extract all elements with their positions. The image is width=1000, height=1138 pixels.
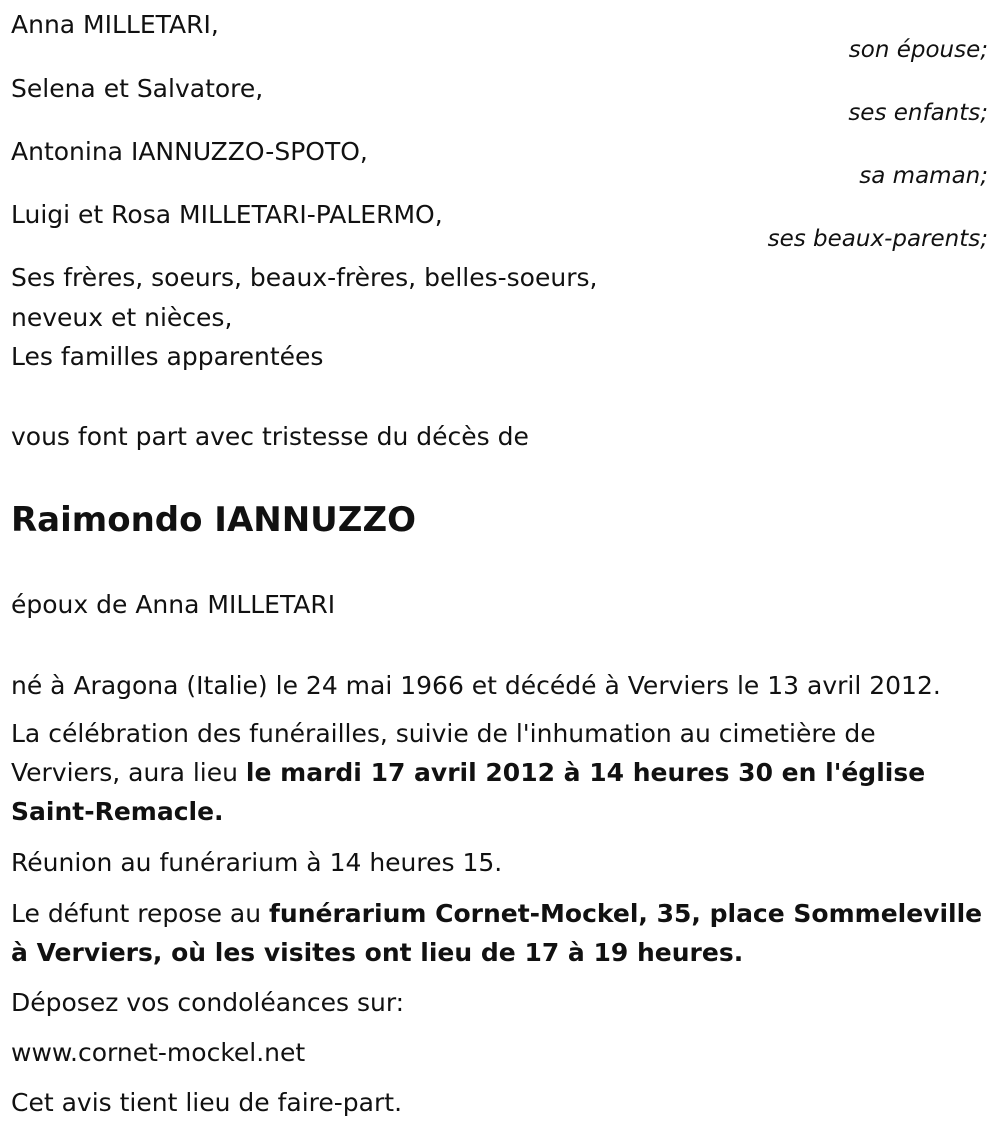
family-role-parents-in-law: ses beaux-parents; bbox=[767, 226, 988, 252]
family-role-children: ses enfants; bbox=[848, 100, 988, 126]
family-name-mother: Antonina IANNUZZO-SPOTO, bbox=[11, 137, 368, 166]
funeral-details: le mardi 17 avril 2012 à 14 heures 30 en l'église Saint-Remacle. bbox=[11, 758, 926, 826]
spouse-line: époux de Anna MILLETARI bbox=[11, 590, 336, 619]
family-name-parents-in-law: Luigi et Rosa MILLETARI-PALERMO, bbox=[11, 200, 443, 229]
deceased-name: Raimondo IANNUZZO bbox=[11, 500, 416, 540]
repose-paragraph bbox=[11, 894, 991, 972]
repose-intro: Le défunt repose au bbox=[11, 899, 270, 928]
family-role-spouse: son épouse; bbox=[848, 37, 988, 63]
repose-details: funérarium Cornet-Mockel, 35, place Sommeleville à Verviers, où les visites ont lieu de 17 à 19 heures. bbox=[11, 899, 983, 967]
relatives-line: Ses frères, soeurs, beaux-frères, belles-soeurs, bbox=[11, 263, 598, 292]
family-name-spouse: Anna MILLETARI, bbox=[11, 10, 219, 39]
condolences-line: Déposez vos condoléances sur: bbox=[11, 988, 405, 1017]
relatives-line: Les familles apparentées bbox=[11, 342, 324, 371]
funeral-intro: La célébration des funérailles, suivie de l'inhumation au cimetière de Verviers, aura lieu bbox=[11, 719, 876, 787]
announcement-text: vous font part avec tristesse du décès de bbox=[11, 422, 529, 451]
family-name-children: Selena et Salvatore, bbox=[11, 74, 264, 103]
birth-death-line: né à Aragona (Italie) le 24 mai 1966 et décédé à Verviers le 13 avril 2012. bbox=[11, 671, 941, 700]
meeting-line: Réunion au funérarium à 14 heures 15. bbox=[11, 848, 503, 877]
family-role-mother: sa maman; bbox=[859, 163, 988, 189]
relatives-line: neveux et nièces, bbox=[11, 303, 233, 332]
closing-line: Cet avis tient lieu de faire-part. bbox=[11, 1088, 403, 1117]
funeral-paragraph bbox=[11, 714, 991, 831]
website-link[interactable]: www.cornet-mockel.net bbox=[11, 1038, 306, 1067]
